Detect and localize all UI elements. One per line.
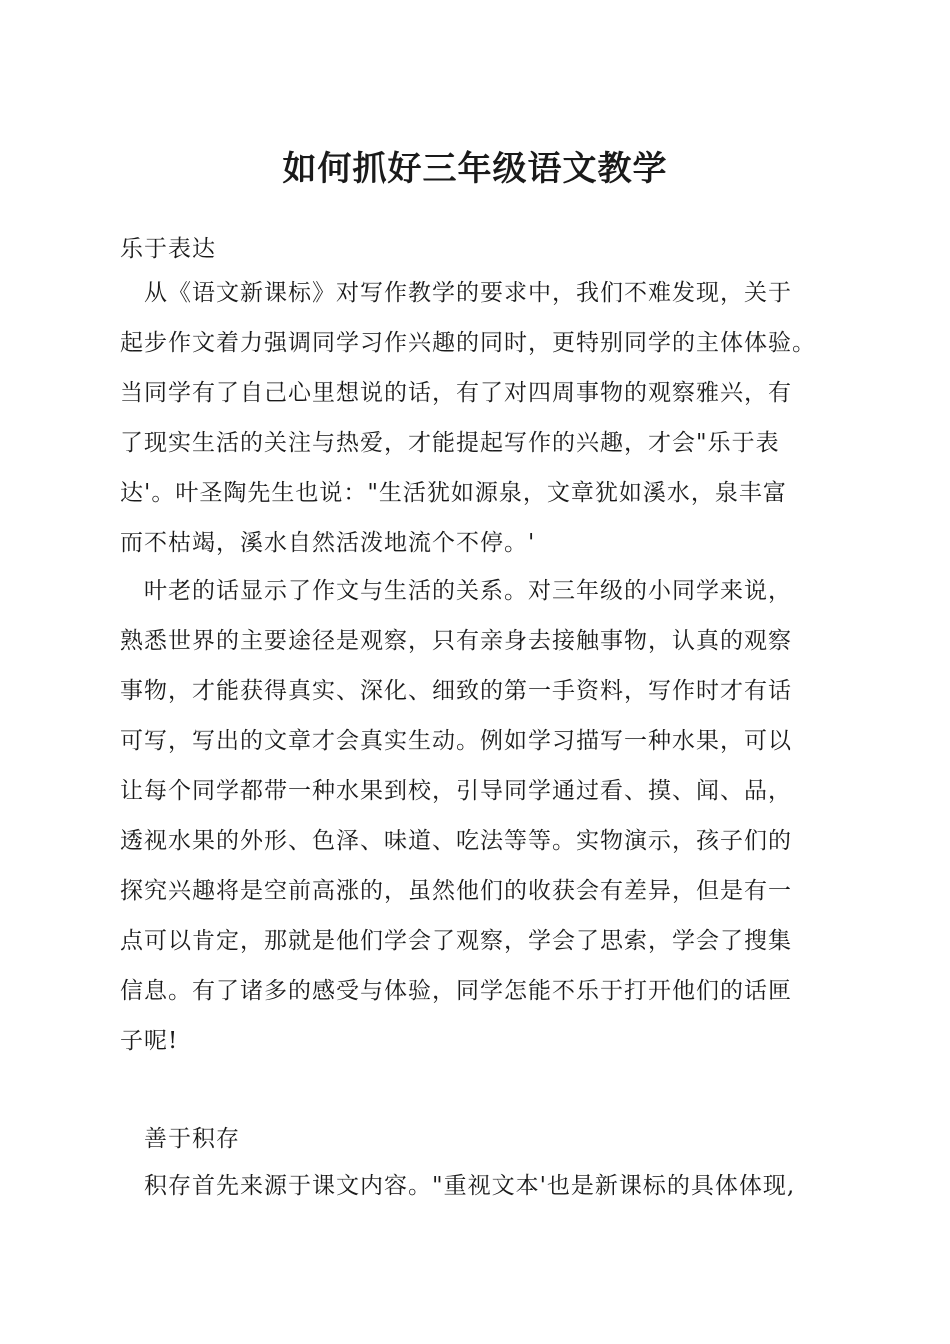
paragraph-accumulation xyxy=(120,1161,850,1211)
paragraph-line: 透视水果的外形、色泽、味道、吃法等等。实物演示，孩子们的 xyxy=(120,828,792,854)
paragraph-line: 可写，写出的文章才会真实生动。例如学习描写一种水果，可以 xyxy=(120,728,792,754)
paragraph-observation xyxy=(120,566,850,1066)
paragraph-line: 而不枯竭，溪水自然活泼地流个不停。' xyxy=(120,530,536,556)
paragraph-line: 起步作文着力强调同学习作兴趣的同时，更特别同学的主体体验。 xyxy=(120,330,816,356)
paragraph-line: 了现实生活的关注与热爱，才能提起写作的兴趣，才会"乐于表 xyxy=(120,430,780,456)
paragraph-line: 积存首先来源于课文内容。"重视文本'也是新课标的具体体现, xyxy=(144,1173,796,1199)
paragraph-line: 熟悉世界的主要途径是观察，只有亲身去接触事物，认真的观察 xyxy=(120,628,792,654)
paragraph-line: 从《语文新课标》对写作教学的要求中，我们不难发现，关于 xyxy=(144,280,792,306)
paragraph-line: 叶老的话显示了作文与生活的关系。对三年级的小同学来说， xyxy=(144,578,792,604)
document-title: 如何抓好三年级语文教学 xyxy=(282,149,668,189)
paragraph-writing-standards xyxy=(120,268,850,568)
paragraph-line: 当同学有了自己心里想说的话，有了对四周事物的观察雅兴，有 xyxy=(120,380,792,406)
section-heading-express: 乐于表达 xyxy=(120,236,216,262)
paragraph-line: 让每个同学都带一种水果到校，引导同学通过看、摸、闻、品， xyxy=(120,778,792,804)
paragraph-line: 点可以肯定，那就是他们学会了观察，学会了思索，学会了搜集 xyxy=(120,928,792,954)
section-heading-accumulate: 善于积存 xyxy=(144,1126,240,1152)
paragraph-line: 探究兴趣将是空前高涨的，虽然他们的收获会有差异，但是有一 xyxy=(120,878,792,904)
paragraph-line: 事物，才能获得真实、深化、细致的第一手资料，写作时才有话 xyxy=(120,678,792,704)
paragraph-line: 信息。有了诸多的感受与体验，同学怎能不乐于打开他们的话匣 xyxy=(120,978,792,1004)
paragraph-line: 子呢! xyxy=(120,1028,179,1054)
paragraph-line: 达'。叶圣陶先生也说："生活犹如源泉，文章犹如溪水，泉丰富 xyxy=(120,480,787,506)
